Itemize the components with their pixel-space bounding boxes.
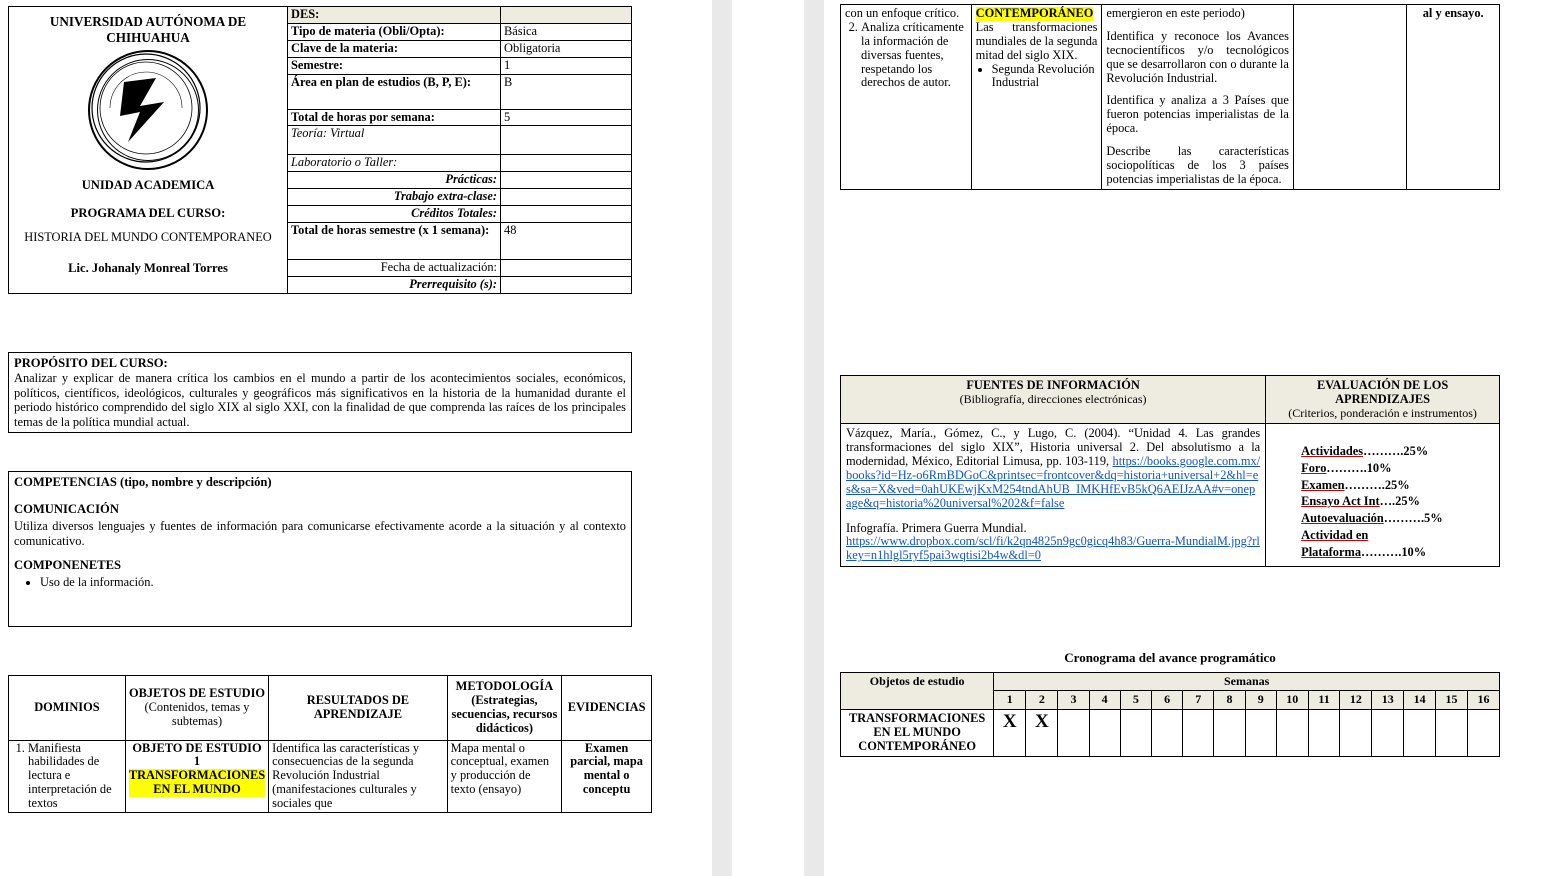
week-header-12: 12 bbox=[1340, 691, 1372, 709]
table-row bbox=[841, 5, 1500, 190]
cronograma-mark-1: X bbox=[994, 709, 1026, 756]
cell-dominios bbox=[9, 740, 126, 812]
cronograma-mark-11 bbox=[1308, 709, 1340, 756]
cronograma-mark-12 bbox=[1340, 709, 1372, 756]
cronograma-row-label: TRANSFORMACIONES EN EL MUNDO CONTEMPORÁNEO bbox=[841, 709, 994, 756]
competencias-block bbox=[8, 471, 632, 627]
cronograma-mark-9 bbox=[1245, 709, 1276, 756]
row-value-laboratorio bbox=[501, 155, 632, 172]
evaluacion-label: Actividad en Plataforma bbox=[1301, 527, 1369, 559]
evaluacion-value: 25% bbox=[1395, 494, 1420, 509]
unidad-academica-label: UNIDAD ACADEMICA bbox=[81, 177, 215, 192]
resultados-p0: emergieron en este periodo) bbox=[1106, 6, 1245, 20]
row-label-semestre: Semestre: bbox=[288, 57, 501, 74]
row-value-trabajo-extra bbox=[501, 189, 632, 206]
evaluacion-cell bbox=[1266, 424, 1500, 567]
table-header-row bbox=[841, 376, 1500, 424]
fuentes-evaluacion-table bbox=[840, 375, 1500, 567]
row-label-creditos: Créditos Totales: bbox=[288, 206, 501, 223]
week-header-13: 13 bbox=[1372, 691, 1404, 709]
gutter-inner-strip bbox=[732, 0, 804, 876]
competencias-bullet-1: • Uso de la información. bbox=[40, 575, 626, 590]
course-name: HISTORIA DEL MUNDO CONTEMPORANEO bbox=[24, 229, 272, 244]
cell-dominios-pre: con un enfoque crítico. bbox=[845, 6, 960, 20]
evaluacion-item bbox=[1301, 477, 1494, 494]
table-header-row bbox=[9, 676, 652, 741]
col-header-objetos bbox=[125, 676, 268, 741]
table-header-row bbox=[841, 673, 1500, 691]
evaluacion-dots: ………. bbox=[1344, 477, 1385, 492]
row-value-semestre: 1 bbox=[501, 57, 632, 74]
evaluacion-item bbox=[1301, 460, 1494, 477]
row-label-horas-semana: Total de horas por semana: bbox=[288, 109, 501, 126]
competencias-subtitle-comunicacion: COMUNICACIÓN bbox=[14, 502, 119, 516]
row-label-laboratorio: Laboratorio o Taller: bbox=[288, 155, 501, 172]
university-identity-cell bbox=[9, 7, 288, 294]
cronograma-mark-14 bbox=[1404, 709, 1436, 756]
col-header-evidencias: EVIDENCIAS bbox=[562, 676, 652, 741]
row-label-tipo-materia: Tipo de materia (Obli/Opta): bbox=[288, 23, 501, 40]
continuation-table bbox=[840, 4, 1500, 190]
fuentes-header-sub: (Bibliografía, direcciones electrónicas) bbox=[959, 391, 1147, 406]
evaluacion-label: Examen bbox=[1301, 477, 1345, 492]
page-gutter bbox=[712, 0, 824, 876]
col-header-objetos-main: OBJETOS DE ESTUDIO bbox=[128, 685, 266, 700]
competencias-subtitle-componentes: COMPONENETES bbox=[14, 558, 122, 572]
row-label-practicas: Prácticas: bbox=[288, 172, 501, 189]
row-value-fecha bbox=[501, 260, 632, 277]
cell-dominios-item2: 2. Analiza críticamente la información de diversas fuentes, respetando los derechos de autor. bbox=[861, 21, 967, 90]
col-header-objetos-sub: (Contenidos, temas y subtemas) bbox=[144, 699, 250, 728]
week-header-1: 1 bbox=[994, 691, 1026, 709]
row-label-clave: Clave de la materia: bbox=[288, 40, 501, 57]
programa-curso-label: PROGRAMA DEL CURSO: bbox=[70, 205, 226, 220]
col-header-metodologia-main: METODOLOGÍA bbox=[455, 679, 554, 693]
row-label-trabajo-extra: Trabajo extra-clase: bbox=[288, 189, 501, 206]
evaluacion-item bbox=[1301, 510, 1494, 527]
cell-objetos-continuation bbox=[971, 5, 1102, 190]
week-header-10: 10 bbox=[1276, 691, 1308, 709]
cell-objeto-label: OBJETO DE ESTUDIO 1 bbox=[132, 740, 262, 769]
week-header-16: 16 bbox=[1467, 691, 1499, 709]
cronograma-semanas-header: Semanas bbox=[994, 673, 1500, 691]
evaluacion-dots: ………. bbox=[1363, 444, 1404, 459]
week-header-2: 2 bbox=[1026, 691, 1058, 709]
cronograma-mark-2: X bbox=[1026, 709, 1058, 756]
table-row bbox=[841, 424, 1500, 567]
week-header-14: 14 bbox=[1404, 691, 1436, 709]
evaluacion-dots: ………. bbox=[1383, 511, 1425, 526]
evaluacion-value: 10% bbox=[1401, 544, 1427, 559]
left-page-column bbox=[0, 0, 712, 876]
fuentes-link-2[interactable]: https://www.dropbox.com/scl/fi/k2qn4825n9gc0gicq4h83/Guerra-MundialM.jpg?rlkey=n1hlgl5ryf5pai3wqtisi2b4w&dl=0 bbox=[846, 534, 1260, 563]
cronograma-mark-3 bbox=[1058, 709, 1089, 756]
row-value-horas-semana: 5 bbox=[501, 109, 632, 126]
fuentes-cell bbox=[841, 424, 1266, 567]
col-header-metodologia-sub: (Estrategias, secuencias, recursos didácticos) bbox=[451, 692, 558, 735]
resultados-p1: Identifica y reconoce los Avances tecnocientíficos y/o tecnológicos que se desarrollaron con o durante la Revolución Industrial. bbox=[1106, 28, 1289, 85]
row-label-area: Área en plan de estudios (B, P, E): bbox=[288, 74, 501, 109]
cronograma-mark-4 bbox=[1089, 709, 1120, 756]
cronograma-objetos-header: Objetos de estudio bbox=[841, 673, 994, 710]
evaluacion-label: Ensayo Act Int bbox=[1301, 494, 1380, 509]
resultados-p2: Identifica y analiza a 3 Países que fueron potencias imperialistas de la época. bbox=[1106, 93, 1289, 136]
evaluacion-dots: ………. bbox=[1326, 460, 1367, 475]
cell-objeto-text: Las transformaciones mundiales de la segunda mitad del siglo XIX. bbox=[975, 19, 1098, 62]
table-row bbox=[841, 709, 1500, 756]
cell-objetos bbox=[125, 740, 268, 812]
cronograma-mark-5 bbox=[1120, 709, 1151, 756]
university-seal-icon bbox=[88, 50, 208, 170]
cell-dominios-continuation bbox=[841, 5, 972, 190]
evaluacion-value: 5% bbox=[1424, 511, 1443, 526]
competencias-bullets bbox=[40, 575, 626, 590]
row-label-prerrequisito: Prerrequisito (s): bbox=[288, 276, 501, 293]
evaluacion-header bbox=[1266, 376, 1500, 424]
row-value-clave: Obligatoria bbox=[501, 40, 632, 57]
week-header-6: 6 bbox=[1151, 691, 1182, 709]
fuentes-header-title: FUENTES DE INFORMACIÓN bbox=[966, 378, 1140, 392]
resultados-p3: Describe las características sociopolíticas de los 3 países potencias imperialistas de la época. bbox=[1106, 144, 1289, 186]
university-name: UNIVERSIDAD AUTÓNOMA DE CHIHUAHUA bbox=[49, 14, 247, 45]
cell-metodologia-continuation bbox=[1293, 5, 1406, 190]
cronograma-mark-15 bbox=[1436, 709, 1468, 756]
cronograma-mark-13 bbox=[1372, 709, 1404, 756]
des-label: DES: bbox=[288, 7, 501, 24]
row-label-teoria: Teoría: Virtual bbox=[288, 126, 501, 155]
cell-evidencias-continuation: al y ensayo. bbox=[1407, 5, 1500, 190]
cell-dominios-text: 1. Manifiesta habilidades de lectura e interpretación de textos bbox=[28, 742, 122, 811]
cronograma-mark-10 bbox=[1276, 709, 1308, 756]
week-header-4: 4 bbox=[1089, 691, 1120, 709]
evaluacion-dots: …. bbox=[1379, 494, 1396, 509]
fuentes-link-1[interactable]: https://books.google.com.mx/books?id=Hz-o6RmBDGoC&printsec=frontcover&dq=historia+universal+2&hl=es&sa=X&ved=0ahUKEwjKxM254tndAhUB_IMKHfEvB5kQ6AEIJzAA#v=onepage&q=historia%20universal%202&f=false bbox=[846, 454, 1261, 510]
evaluacion-item bbox=[1301, 493, 1494, 510]
row-value-horas-semestre: 48 bbox=[501, 223, 632, 260]
cronograma-mark-6 bbox=[1151, 709, 1182, 756]
evaluacion-header-sub: (Criterios, ponderación e instrumentos) bbox=[1288, 405, 1477, 420]
cell-objeto-highlight: TRANSFORMACIONES EN EL MUNDO bbox=[128, 768, 266, 797]
evaluacion-value: 25% bbox=[1384, 477, 1410, 492]
row-value-teoria bbox=[501, 126, 632, 155]
row-value-tipo-materia: Básica bbox=[501, 23, 632, 40]
evaluacion-item bbox=[1301, 527, 1494, 560]
cronograma-table bbox=[840, 672, 1500, 757]
week-header-11: 11 bbox=[1308, 691, 1340, 709]
proposito-title: PROPÓSITO DEL CURSO: bbox=[14, 356, 168, 370]
table-row bbox=[9, 740, 652, 812]
cronograma-mark-16 bbox=[1467, 709, 1499, 756]
proposito-block bbox=[8, 352, 632, 433]
row-value-creditos bbox=[501, 206, 632, 223]
col-header-dominios: DOMINIOS bbox=[9, 676, 126, 741]
competencias-text-comunicacion: Utiliza diversos lenguajes y fuentes de información para comunicarse efectivamente acorde a la situación y al contexto comunicativo. bbox=[14, 519, 626, 548]
right-page-column bbox=[824, 0, 1546, 876]
cell-objeto-highlight-contemporaneo: CONTEMPORÁNEO bbox=[975, 6, 1094, 20]
fuentes-header bbox=[841, 376, 1266, 424]
evaluacion-label: Autoevaluación bbox=[1301, 511, 1384, 526]
col-header-metodologia bbox=[447, 676, 562, 741]
row-value-practicas bbox=[501, 172, 632, 189]
evaluacion-header-title: EVALUACIÓN DE LOS APRENDIZAJES bbox=[1316, 378, 1449, 406]
competencias-title: COMPETENCIAS (tipo, nombre y descripción) bbox=[14, 475, 272, 489]
cell-resultados: Identifica las características y consecuencias de la segunda Revolución Industrial (manifestaciones culturales y sociales que bbox=[269, 740, 448, 812]
evaluacion-label: Actividades bbox=[1301, 444, 1364, 459]
cell-resultados-continuation bbox=[1102, 5, 1293, 190]
cronograma-mark-8 bbox=[1214, 709, 1245, 756]
dominios-table bbox=[8, 675, 652, 813]
week-header-8: 8 bbox=[1214, 691, 1245, 709]
des-value bbox=[501, 7, 632, 24]
row-value-prerrequisito bbox=[501, 276, 632, 293]
fuentes-reference-2: Infografía. Primera Guerra Mundial. bbox=[846, 520, 1027, 535]
fuentes-reference-1: Vázquez, María., Gómez, C., y Lugo, C. (2004). “Unidad 4. Las grandes transformaciones del siglo XIX”, Historia universal 2. Del absolutismo a la modernidad, México, Editorial Limusa, pp. 103-119, bbox=[846, 426, 1261, 468]
evaluacion-label: Foro bbox=[1301, 460, 1327, 475]
week-header-9: 9 bbox=[1245, 691, 1276, 709]
evaluacion-value: 10% bbox=[1366, 460, 1392, 475]
week-header-15: 15 bbox=[1436, 691, 1468, 709]
course-header-block bbox=[8, 6, 632, 294]
row-label-fecha: Fecha de actualización: bbox=[288, 260, 501, 277]
evaluacion-item bbox=[1301, 443, 1494, 460]
cronograma-title: Cronograma del avance programático bbox=[1064, 650, 1276, 665]
cell-metodologia: Mapa mental o conceptual, examen y producción de texto (ensayo) bbox=[447, 740, 562, 812]
cell-objeto-bullet: • Segunda Revolución Industrial bbox=[992, 63, 1098, 91]
row-label-horas-semestre: Total de horas semestre (x 1 semana): bbox=[288, 223, 501, 260]
week-header-7: 7 bbox=[1183, 691, 1214, 709]
row-value-area: B bbox=[501, 74, 632, 109]
week-header-5: 5 bbox=[1120, 691, 1151, 709]
cronograma-mark-7 bbox=[1183, 709, 1214, 756]
week-header-3: 3 bbox=[1058, 691, 1089, 709]
professor-name: Lic. Johanaly Monreal Torres bbox=[68, 260, 228, 275]
cell-evidencias: Examen parcial, mapa mental o conceptu bbox=[562, 740, 652, 812]
proposito-text: Analizar y explicar de manera crítica los cambios en el mundo a partir de los acontecimientos sociales, económicos, políticos, científicos, ideológicos, culturales y geográficos más significativos en la historia de la humanidad durante el periodo histórico comprendido del siglo XIX al siglo XXI, con la finalidad de que comprenda las raíces de los principales temas de la política mundial actual. bbox=[14, 371, 626, 429]
evaluacion-dots: ………. bbox=[1361, 544, 1402, 559]
evaluacion-value: 25% bbox=[1403, 444, 1429, 459]
col-header-resultados: RESULTADOS DE APRENDIZAJE bbox=[269, 676, 448, 741]
